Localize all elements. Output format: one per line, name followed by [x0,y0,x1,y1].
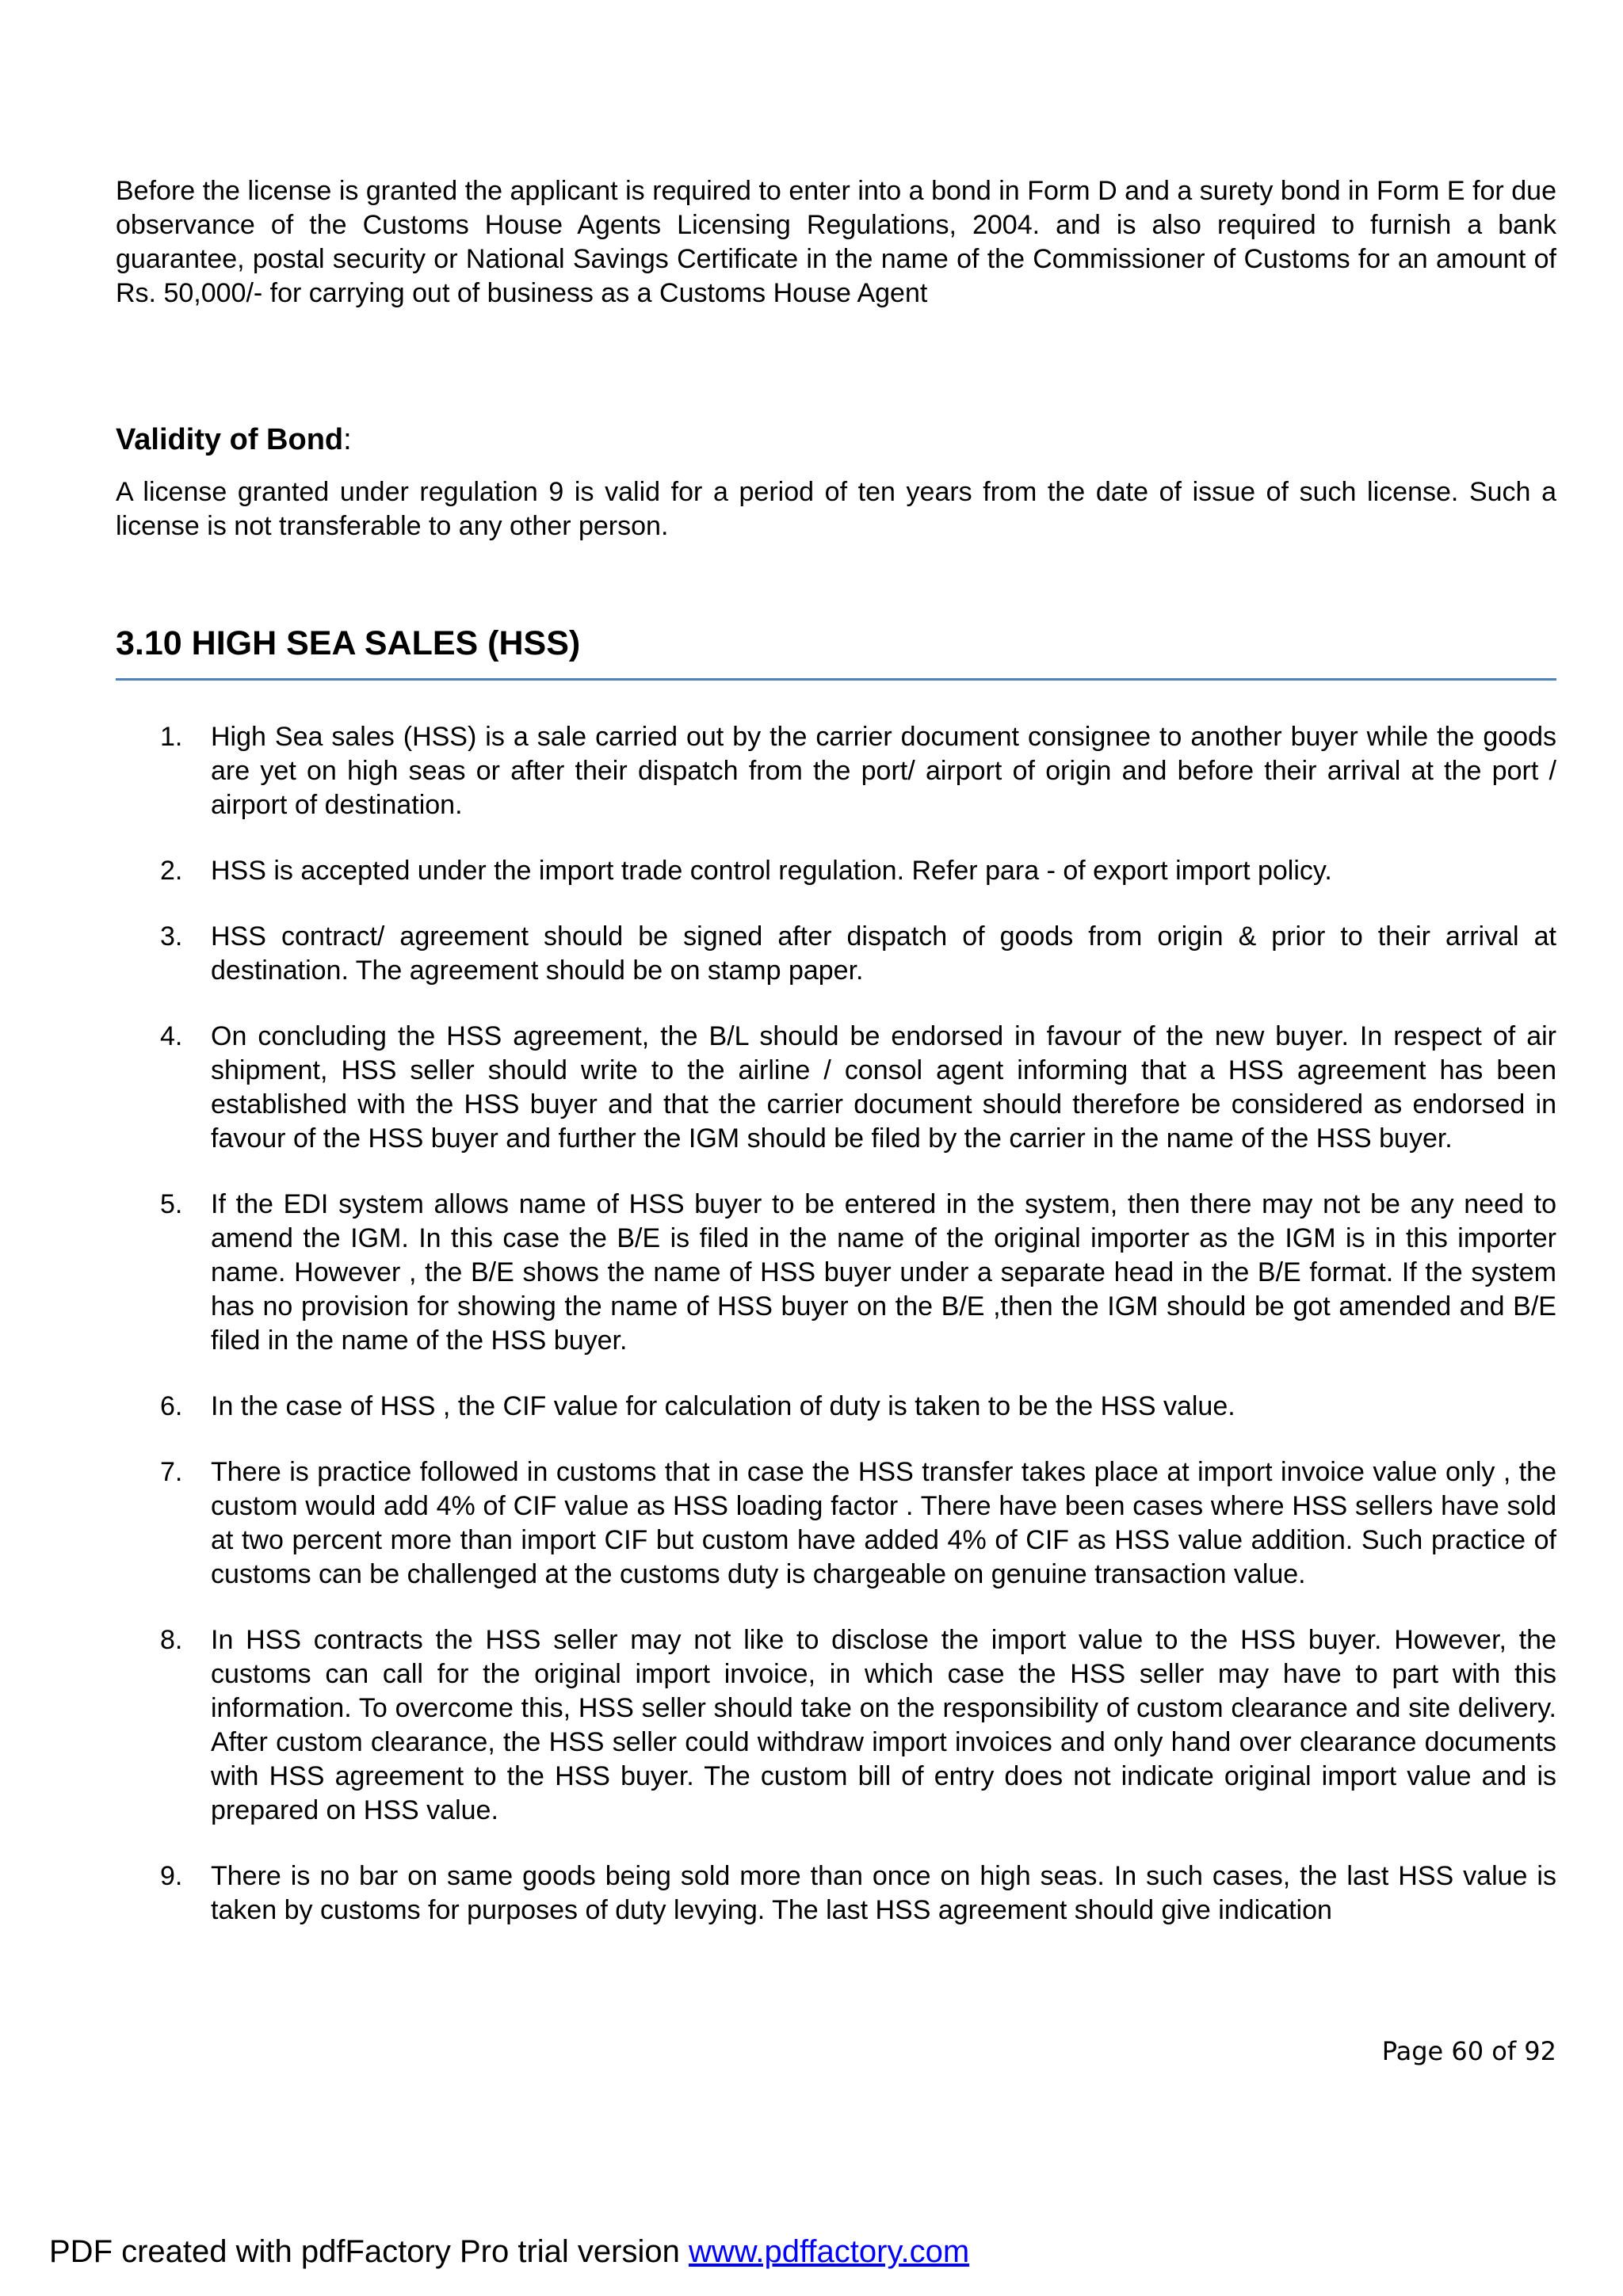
section-title: 3.10 HIGH SEA SALES (HSS) [116,623,1556,681]
list-item [116,854,1556,888]
list-item-text: High Sea sales (HSS) is a sale carried out by the carrier document consignee to another buyer while the goods are yet on high seas or after their dispatch from the port/ airport of origin and before their arrival at the port / airport of destination. [211,722,1556,820]
list-item-number: 5. [160,1189,183,1219]
list-item [116,1390,1556,1424]
validity-heading-text: Validity of Bond [116,423,344,456]
list-item-number: 6. [160,1391,183,1421]
list-item [116,1020,1556,1156]
list-item-number: 4. [160,1021,183,1051]
list-item-text: In HSS contracts the HSS seller may not like to disclose the import value to the HSS buyer. However, the customs can call for the original import invoice, in which case the HSS seller may have to part with this information. To overcome this, HSS seller should take on the responsibility of custom clearance and site delivery. After custom clearance, the HSS seller could withdraw import invoices and only hand over clearance documents with HSS agreement to the HSS buyer. The custom bill of entry does not indicate original import value and is prepared on HSS value. [211,1625,1556,1825]
list-item-text: In the case of HSS , the CIF value for calculation of duty is taken to be the HSS value. [211,1391,1235,1421]
list-item-text: HSS contract/ agreement should be signed after dispatch of goods from origin & prior to their arrival at destination. The agreement should be on stamp paper. [211,921,1556,986]
intro-paragraph: Before the license is granted the applicant is required to enter into a bond in Form D and a surety bond in Form E for due observance of the Customs House Agents Licensing Regulations, 2004. and is also required to furnish a bank guarantee, postal security or National Savings Certificate in the name of the Commissioner of Customs for an amount of Rs. 50,000/- for carrying out of business as a Customs House Agent [116,176,1556,308]
list-item-text: On concluding the HSS agreement, the B/L should be endorsed in favour of the new buyer. In respect of air shipment, HSS seller should write to the airline / consol agent informing that a HSS agreement has been established with the HSS buyer and that the carrier document should therefore be considered as endorsed in favour of the HSS buyer and further the IGM should be filed by the carrier in the name of the HSS buyer. [211,1021,1556,1154]
list-item-number: 9. [160,1861,183,1891]
hss-list [116,720,1556,1928]
list-item [116,1455,1556,1592]
list-item-number: 8. [160,1625,183,1655]
list-item [116,1623,1556,1828]
list-item [116,1859,1556,1928]
list-item-number: 7. [160,1457,183,1487]
list-item [116,1188,1556,1358]
page-number: Page 60 of 92 [1381,2036,1556,2066]
list-item-text: There is no bar on same goods being sold more than once on high seas. In such cases, the last HSS value is taken by customs for purposes of duty levying. The last HSS agreement should give indication [211,1861,1556,1925]
validity-heading-colon: : [343,423,352,456]
list-item-text: If the EDI system allows name of HSS buyer to be entered in the system, then there may not be any need to amend the IGM. In this case the B/E is filed in the name of the original importer as the IGM is in this importer name. However , the B/E shows the name of HSS buyer under a separate head in the B/E format. If the system has no provision for showing the name of HSS buyer on the B/E ,then the IGM should be got amended and B/E filed in the name of the HSS buyer. [211,1189,1556,1356]
validity-paragraph: A license granted under regulation 9 is valid for a period of ten years from the date of issue of such license. Such a license is not transferable to any other person. [116,477,1556,541]
list-item [116,920,1556,988]
list-item-number: 1. [160,722,183,752]
pdf-footer [49,2234,969,2270]
list-item-text: HSS is accepted under the import trade control regulation. Refer para - of export import policy. [211,856,1332,886]
list-item-number: 3. [160,921,183,952]
page-content [116,174,1556,1959]
validity-heading [116,421,1556,458]
footer-link[interactable]: www.pdffactory.com [688,2234,970,2269]
list-item-text: There is practice followed in customs that in case the HSS transfer takes place at import invoice value only , the custom would add 4% of CIF value as HSS loading factor . There have been cases where HSS sellers have sold at two percent more than import CIF but custom have added 4% of CIF as HSS value addition. Such practice of customs can be challenged at the customs duty is chargeable on genuine transaction value. [211,1457,1556,1589]
footer-text: PDF created with pdfFactory Pro trial version [49,2234,689,2269]
list-item-number: 2. [160,856,183,886]
list-item [116,720,1556,822]
